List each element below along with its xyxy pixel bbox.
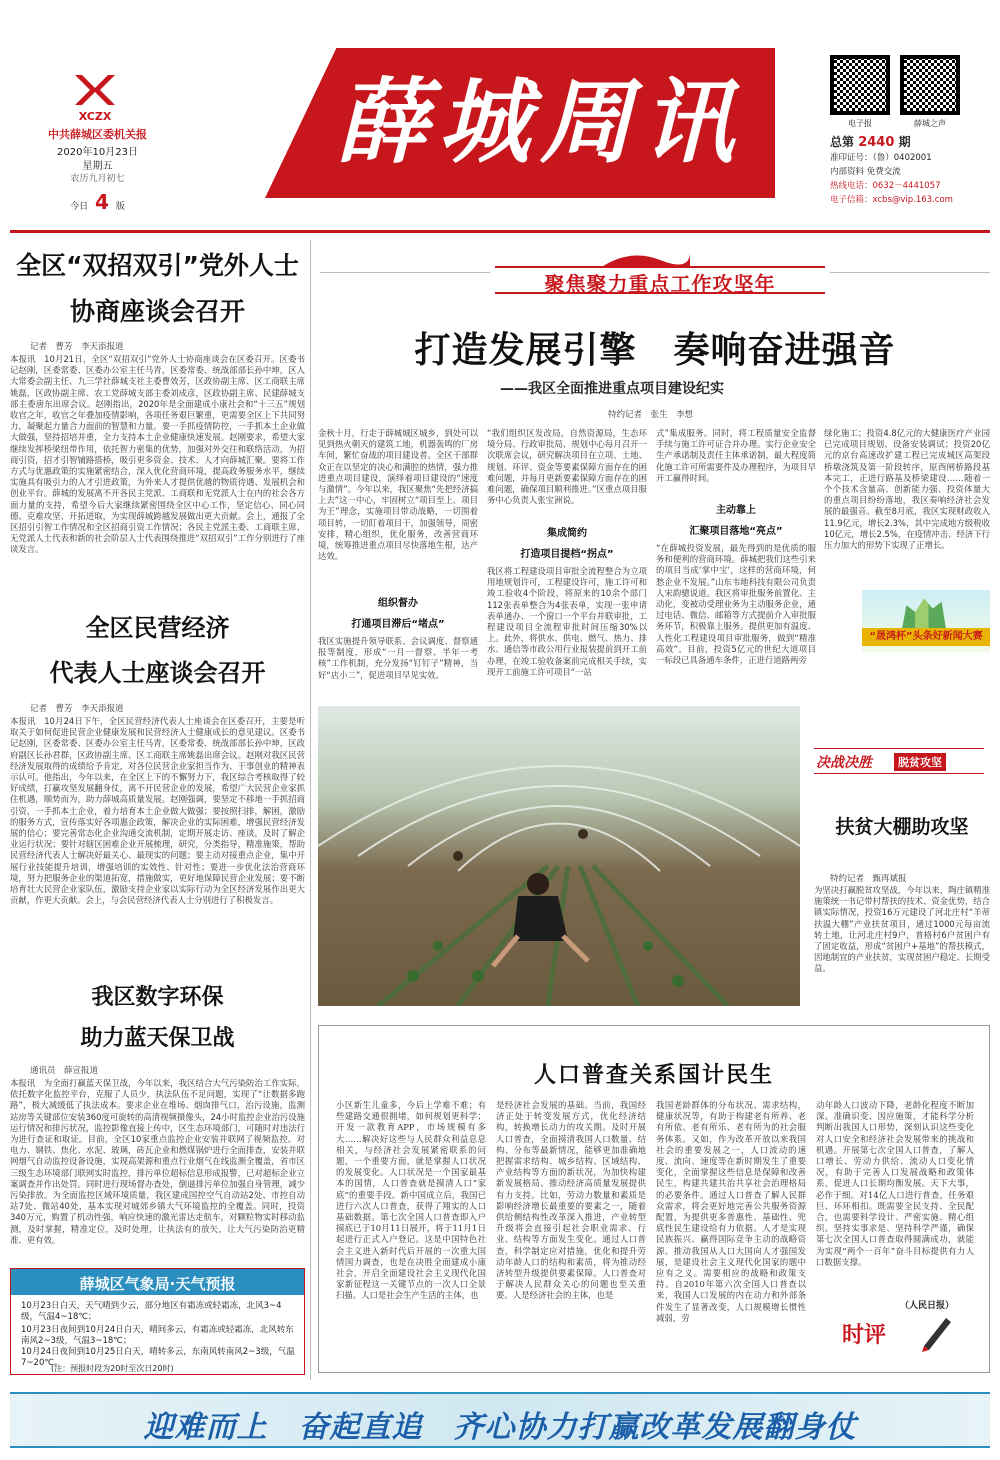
weather-line3: 10月24日夜间到10月25日白天，晴转多云，东南风转南风2~3级，气温7~20℃。 <box>21 1347 295 1368</box>
greenhouse-illustration <box>318 706 800 1006</box>
article2-body: 本报讯 10月24日下午，全区民营经济代表人士座谈会在区委召开，主要是听取关于如何促进民营企业健康发展和民营经济人士健康成长的意见建议。区委书记赵刚，区委常委、区委办公室主任马青，区委常委、统战部部长孙中坤，区政府副区长孙君群，区政协副主席、区工商联主席姚磊出席会议。赵刚对我区民营经济发展取得的成绩给予肯定，对各位民营企业家担当作为、干事创业的精神表示认可。他指出，今年以来，在全区上下的不懈努力下，我区综合考核取得了较好成绩，打赢攻坚发展翻身仗，离不开民营企业的发展，希望广大民营企业家抓住机遇，顺势而为，助力薛城高质量发展。赵刚强调，要坚定不移地一手抓招商引资，一手抓本土企业，着力培育本土企业做大做强；要按照扫排，解困，激励的服务方式，宣传落实好各项惠企政策，解决企业的实际困难，增强民营经济发展的信心；要完善常态化企业沟通交流机制，定期开展走访、座谈，及时了解企业运行状况；要针对辖区困难企业开展梳理，研究，分类指导，精准施策，帮助民营经济代表人士解决好最关心、最现实的问题；要主动对接重点企业，集中开展行业技能提升培训，增强培训的实效性、针对性；要进一步优化法治营商环境，努力把服务企业的渠道拓宽，措施做实，更好地保障民营企业发展；要不断培育壮大民营企业家队伍，激励支持企业家以实际行动为全区经济发展作出更大贡献，作更大贡献。会上，与会民营经济代表人士分别进行了积极发言。 <box>10 716 305 906</box>
lead-subhead-1: 组织督办 <box>378 598 418 609</box>
news-contest-ad <box>862 590 990 652</box>
census-col1: 小区新生儿童多，今后上学难不难；有些建路交通很拥堵，如何规划更科学；开发一款教育APP，市场规模有多大……解决好这些与人民群众利益息息相关，与经济社会发展紧密联系的问题，一个重要方面，就是掌握人口状况的发展变化。人口状况是一个国家最基本的国情，人口普查就是摸清人口“家底”的重要手段。新中国成立后，我国已进行六次人口普查，获得了翔实的人口基础数据。第七次全国人口普查即入户摸底已于10月11日展开，将于11月1日起进行正式入户登记。这是中国特色社会主义进入新时代后开展的一次重大国情国力调查，也是在决胜全面建成小康社会，开启全面建设社会主义现代化国家新征程这一关键节点的一次人口全景扫描。人口是社会生产生活的主体，也 <box>336 1100 486 1301</box>
masthead-rule <box>10 230 990 233</box>
article3-body: 本报讯 为全面打赢蓝天保卫战，今年以来，我区结合大气污染防治工作实际，依托数字化监控平台，克服了人员少，执法队伍不足问题，实现了“让数据多跑路”，极大减缓低了执法成本。要求企业在堆场、烟囱排气口，治污设施，监测站房等关键部位安装360度可旋转的高清视频摄像头，24小时监控企业治污设施运行情况和排污状况，监控影像直接上传中，区生态环境部门，可随时对违法行为进行查证和取证。目前，全区10家重点监控企业安装并联网了视频监控。对电力、钢铁、焦化、水泥、玻璃，砖瓦企业和燃煤锅炉进行全面排查，安装并联网烟气自动监控设备设施，实现高架源和重点行业烟气在线监测全覆盖，省市区三级生态环境部门联网实时监控，排污单位超标信息形成报警，已对超标企业立案调查并作出处罚。同时进行现场督办查处，倒逼排污单位加强自身管理，减少污染排放。为全面监控区域环境质量，我区建成国控空气自动站2处、市控自动站7处、微站40处，基本实现对城郊乡镇大气环境监控的全覆盖。同时，投资340万元，购置了机动性强，响应快速的激光雷达走航车，对颗粒物实时移动监测，及时掌握，精准定位，及时处理，让执法有的放矢，让大气污染防治更精准、更有效。 <box>10 1078 305 1245</box>
lunar-date: 农历九月初七 <box>70 174 125 184</box>
weather-title: 薛城区气象局·天气预报 <box>79 1275 236 1293</box>
lead-subhead-1b: 打通项目滞后“堵点” <box>351 619 445 630</box>
commentary-badge: 时评 <box>842 1323 887 1348</box>
logo-text: XCZX <box>78 110 112 123</box>
census-title: 人口普查关系国计民生 <box>533 1063 774 1088</box>
distribution-note: 内部资料 免费交流 <box>830 167 901 177</box>
poverty-title: 扶贫大棚助攻坚 <box>835 816 969 838</box>
article1-body: 本报讯 10月21日，全区“双招双引”党外人士协商座谈会在区委召开。区委书记赵刚，区委常委、区委办公室主任马青，区委常委、统战部部长孙中坤，区人大常委会副主任、九三学社薛城支社主委曹效芳，区政协副主席、区工商联主席姚磊，区政协副主席、农工党薛城支部主委刘成彦，区政协副主席、民建薛城支部主委唐东出席会议。赵刚指出，2020年是全面建成小康社会和“十三五”规划收官之年，收官之年叠加疫情影响，各项任务艰巨繁重，更需要全区上下共同努力，凝聚起力量合力面前的智慧和力量。要一手抓疫情防控，一手抓本土企业做大做强，坚持招培并重，全力支持本土企业健康快速发展。赵刚要求，希望大家继续发挥桥梁纽带作用，依托智力密集的优势，加强对外交往和联络活动，为招商引资，招才引智铺路搭桥，吸引更多资金、技术、人才向薛城汇聚。要将工作方式与优惠政策的实施紧密结合，深入优化营商环境，提高政务服务水平，继续实施具有吸引力的人才引进政策，为外来人才提供优越的物质待遇、发展机会和创业平台。薛城的发展离不开各民主党派、工商联和无党派人士在内的社会各方面力量的支持，希望今后大家继续紧密围绕全区中心工作，坚定信心、同心同德、克难攻坚、开拓进取，为实现薛城跨越发展做出更大贡献。会上，通报了全区招引引智工作情况和全区招商引资工作情况；各民主党派主委、工商联主席、无党派人士代表和新的社会阶层人士代表围绕推进“双招双引”工作分别进行了座谈发言。 <box>10 354 305 555</box>
poverty-byline: 特约记者 甄再斌报 <box>830 874 907 884</box>
lead-subhead-3: 主动靠上 <box>716 505 756 516</box>
lead-subtitle: ——我区全面推进重点项目建设纪实 <box>500 381 724 397</box>
banner-line-left <box>320 272 490 273</box>
article1-title-line1: 全区“双招双引”党外人士 <box>16 251 299 280</box>
lead-col3: 式”集成服务。同时，将工程质量安全监督手续与施工许可证合并办理。实行企业安全生产承诺制及责任主体承诺制，最大程度简化施工许可所需要件及办理程序，为项目早开工赢得时间。 主动靠上 汇聚项目落地“亮点” “在薛城投资发展，最先得到的是优质的服务和便利的营商环境。薛城把我们这些引来的项目当成‘掌中宝’，这样的营商环境，何愁企业不发展。”山东韦地科技有限公司负责人宋韵骢说道。我区将审批服务前置化、主动化，变被动受理业务为主动服务企业，通过电话、微信、邮箱等方式提前介入审批服务环节，积极靠上服务。提供更加有温度、人性化工程建设项目审批服务，做到“精准高效”。目前，投资5亿元的世纪大道项目一标段已具备通车条件，正进行道路两旁 <box>656 428 816 666</box>
xczx-logo-icon <box>70 70 120 110</box>
column-divider <box>310 240 311 1380</box>
article2-title-line2: 代表人士座谈会召开 <box>49 659 266 687</box>
qr-code-voice-icon <box>900 55 960 115</box>
article2-title-line1: 全区民营经济 <box>85 614 230 642</box>
lead-col1: 金秋十月，行走于薛城城区城乡，到处可以见到热火朝天的建筑工地，机器轰鸣的厂房车间，繁忙奋战的项目建设者。全区干部群众正在以坚定的决心和满腔的热情，强力推进重点项目建设，演绎着项目建设的“速度与激情”。今年以来，我区聚焦“先把经济搞上去”这一中心，牢固树立“项目至上、项目为王”理念，实施项目带动战略，一切围着项目转，一切盯着项目干，加强领导，周密安排，精心组织，优化服务，改善营商环境，统筹推进重点项目尽快落地生根，达产达效。 组织督办 打通项目滞后“堵点” 我区实施提升领导联系、会议调度、督察通报等制度，形成“一月一督察、半年一考核”工作机制，充分发扬“钉钉子”精神，当好“店小二”，促进项目早见实效。 <box>318 428 478 680</box>
permit-number: 准印证号：（鲁）0402001 <box>830 153 932 163</box>
lead-subhead-3b: 汇聚项目落地“亮点” <box>689 526 783 537</box>
footer-slogan: 迎难而上 奋起直追 齐心协力打赢改革发展翻身仗 <box>143 1410 857 1445</box>
qr-code-epaper-icon <box>830 55 890 115</box>
banner-line-right <box>830 272 990 273</box>
weather-box <box>10 1268 305 1375</box>
qr-label-epaper: 电子报 <box>848 119 872 128</box>
pen-icon <box>916 1312 956 1352</box>
lead-subhead-2b: 打造项目提档“拐点” <box>520 549 614 560</box>
poverty-tag-1: 决战决胜 <box>816 755 872 771</box>
lead-title: 打造发展引擎 奏响奋进强音 <box>414 330 896 371</box>
newspaper-title: 薛城周讯 <box>335 68 744 176</box>
left-column <box>10 240 305 1380</box>
census-col3: 我国老龄群体的分布状况、需求结构，健康状况等，有助于构建老有所养、老有所依、老有所乐、老有所为的社会服务体系。又如，作为改革开放以来我国社会的重要发展之一，人口流动的速度、流向、速度等在新时期发生了重要变化，全面掌握这些信息是保障和改善民生，构建共建共治共享社会治理格局的必要条件。通过人口普查了解人民群众需求，将会更好地完善公共服务资源配置，为提供更多普惠性、基础性、兜底性民生建设给有力依据。人才是实现民族振兴、赢得国际竞争主动的战略资源。推动我国从人口大国向人才强国发展，是建设社会主义现代化国家的题中应有之义。需要相应的战略和政策支持。自2010年第六次全国人口普查以来，我国人口发展的内在动力和外部条件发生了显著改变，人口规模增长惯性减弱，劳 <box>656 1100 806 1323</box>
building-icon <box>902 595 946 629</box>
article1-byline: 记者 曹芳 李天添报道 <box>30 342 124 352</box>
article3-title-line1: 我区数字环保 <box>91 985 224 1010</box>
article3-byline: 通讯员 薛宣报道 <box>30 1066 99 1076</box>
focus-banner <box>495 248 825 296</box>
poverty-tag-2: 脱贫攻坚 <box>894 753 946 771</box>
weather-line2: 10月23日夜间到10月24日白天，晴间多云，有霜冻或轻霜冻，北风转东南风2~3级，气温3~18℃； <box>21 1325 294 1346</box>
poverty-tag <box>814 748 984 774</box>
greenhouse-photo <box>318 706 800 1006</box>
hotline: 热线电话：0632－4441057 <box>830 181 941 191</box>
email: 电子信箱：xcbs@vip.163.com <box>830 195 953 205</box>
page-count: 今日 4 版 <box>70 190 125 214</box>
article2-byline: 记者 曹芳 李天添报道 <box>30 704 124 714</box>
masthead <box>0 0 1000 232</box>
weather-line1: 10月23日白天，天气晴到少云，部分地区有霜冻或轻霜冻，北风3~4级，气温4~18℃； <box>21 1301 282 1322</box>
lead-byline: 特约记者 张生 李想 <box>608 410 694 420</box>
article3-title-line2: 助力蓝天保卫战 <box>80 1026 235 1051</box>
weather-note: (注：预报时段为20时至次日20时) <box>51 1364 174 1373</box>
focus-banner-label: 聚焦聚力重点工作攻坚年 <box>544 272 776 296</box>
issue-number: 总第 2440 期 <box>830 135 911 150</box>
lead-col4: 绿化施工；投资4.8亿元的大健康医疗产业园已完成项目规划、设备安装调试；投资20亿元的京台高速改扩建工程已完成城区高架段桥墩浇筑及第一阶段转序，原西闸桥路段基本完工，正进行路基及桥梁建设……随着一个个技术含量高、创新能力强、投资体量大的重点项目纷纷落地，我区奏响经济社会发展的最强音。截至8月底，我区实现财政收入11.9亿元，增长2.3%，其中完成地方级税收10亿元，增长2.5%，在疫情冲击、经济下行压力加大的形势下实现了正增长。 <box>824 428 990 551</box>
census-col4: 动年龄人口波动下降，老龄化程度不断加深。准确识变、因应施策，才能科学分析判断出我国人口形势，深刻认识这些变化对人口安全和经济社会发展带来的挑战和机遇。开展第七次全国人口普查，了解人口增长、劳动力供给、流动人口变化情况，有助于完善人口发展战略和政策体系，促进人口长期均衡发展。天下大事，必作于细。对14亿人口进行普查，任务艰巨、环环相扣。既需要全民支持、全民配合，也需要科学设计、严密实施、精心组织。坚持实事求是、坚持科学严谨，确保第七次全国人口普查取得圆满成功，就能为实现“两个一百年”奋斗目标提供有力人口数据支撑。 <box>816 1100 974 1267</box>
publisher: 中共薛城区委机关报 <box>48 128 147 141</box>
census-col2: 是经济社会发展的基础。当前，我国经济正处于转变发展方式，优化经济结构，转换增长动力的攻关期。及时开展人口普查，全面摸清我国人口数量、结构、分布等最新情况，能够更加准确地把握需求结构、城乡结构、区域结构、产业结构等方面的新状况，为加快构建新发展格局、推动经济高质量发展提供有力支持。比如，劳动力数量和素质是影响经济增长最重要的要素之一，随着供给侧结构性改革深入推进，产业转型升级将会直接引起社会职业需求、行业、结构等方面发生变化。通过人口普查，科学制定应对措施，优化和提升劳动年龄人口的结构和素质，将为推动经济转型升级提供要素保障。人口普查对于解决人民群众关心的问题也至关重要。人是经济社会的主体，也是 <box>496 1100 646 1301</box>
issue-date: 2020年10月23日 <box>57 147 138 158</box>
weekday: 星期五 <box>82 161 113 172</box>
poverty-body: 为坚决打赢脱贫攻坚战，今年以来，陶庄镇精准施策统一书记带村帮扶的技术、资金优势，结合镇实际情况，投资16万元建设了河北庄村“羊蒂扶温大棚”产业扶贫项目，通过1000元每亩流转土地，让河北庄村9户，普格村6户贫困户有了固定收益，形成“贫困户+基地”的帮扶模式，因地制宜的产业扶贫，实现贫困户稳定、长期受益。 <box>814 885 990 974</box>
lead-subhead-2: 集成简约 <box>547 528 587 539</box>
qr-label-voice: 薛城之声 <box>914 119 946 128</box>
article1-title-line2: 协商座谈会召开 <box>69 297 245 326</box>
news-contest-ad-text: “晟鸿杯”头条好新闻大赛 <box>862 628 990 646</box>
census-source: （人民日报） <box>900 1301 955 1311</box>
lead-col2: “我们组织区发改局，自然资源局，生态环境分局、行政审批局、规划中心每月召开一次联席会议，研究解决项目在立项、土地、规划、环评、资金等要素保障方面存在的困难问题，并每月更新要素保障方面存在的困难问题，确保项目顺利推进。”区重点项目服务中心负责人张宝洲说。 集成简约 打造项目提档“拐点” 我区将工程建设项目审批全流程整合为立项用地规划许可，工程建设许可，施工许可和竣工验收4个阶段，将原来的10余个部门112张表单整合为4张表单，实现一张申请表单通办、一个窗口一个平台并联审批，工程建设项目全流程审批时间压缩30%以上。此外，将供水、供电、燃气、热力、排水、通信等市政公用行业报装提前到开工前办理，在竣工验收备案前完成相关手续，实现开工前施工许可项目“一站 <box>487 428 647 677</box>
